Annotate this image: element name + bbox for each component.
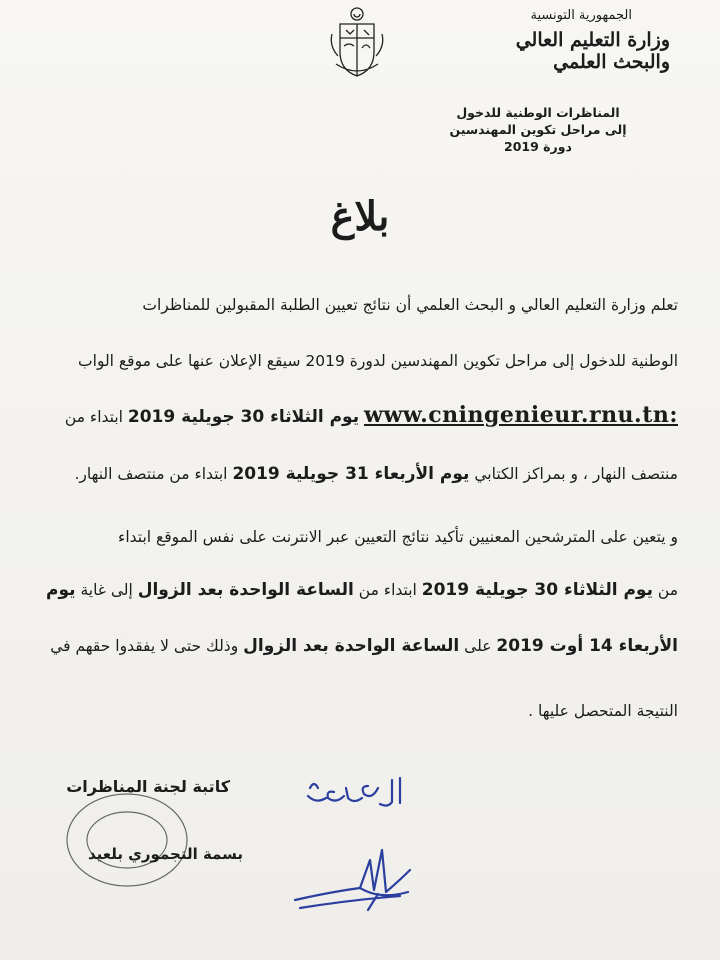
- confirmation-start-time: الساعة الواحدة بعد الزوال: [137, 580, 354, 600]
- signatory-name: بسمة التجموري بلعيد: [87, 845, 243, 863]
- competition-line2: إلى مراحل تكوين المهندسين: [449, 122, 627, 137]
- confirmation-start-date: يوم الثلاثاء 30 جويلية 2019: [421, 580, 653, 600]
- body-line-3: [65, 402, 678, 428]
- body-line-8: النتيجة المتحصل عليها .: [528, 702, 678, 720]
- body-line-4-start: منتصف النهار ، و بمراكز الكتابي: [474, 465, 678, 483]
- body-line-1: تعلم وزارة التعليم العالي و البحث العلمي أن نتائج تعيين الطلبة المقبولين للمناظرات: [142, 296, 678, 314]
- body-line-7-tail: وذلك حتى لا يفقدوا حقهم في: [50, 637, 239, 655]
- document-title: بلاغ: [330, 193, 390, 240]
- body-line-6-start: من: [657, 581, 678, 599]
- body-line-5: و يتعين على المترشحين المعنيين تأكيد نتائج التعيين عبر الانترنت على نفس الموقع ابتداء: [118, 528, 678, 546]
- competition-header: [418, 104, 658, 155]
- signatory-title: كاتبة لجنة المناظرات: [66, 777, 230, 796]
- body-line-7-mid: على: [464, 637, 492, 655]
- body-line-3-tail: ابتداء من: [64, 408, 123, 426]
- body-line-6-mid: ابتداء من: [358, 581, 417, 599]
- republic-label: الجمهورية التونسية: [530, 8, 632, 23]
- confirmation-end-time: الساعة الواحدة بعد الزوال: [243, 636, 460, 656]
- body-line-4: [74, 464, 678, 484]
- ministry-name-line2: والبحث العلمي: [553, 51, 670, 73]
- official-stamp: [62, 790, 192, 890]
- body-line-2: الوطنية للدخول إلى مراحل تكوين المهندسين لدورة 2019 سيقع الإعلان عنها على موقع الواب: [78, 352, 678, 370]
- announce-date-online: يوم الثلاثاء 30 جويلية 2019: [127, 407, 360, 427]
- body-line-6-day: يوم: [46, 580, 76, 600]
- confirmation-end-date: الأربعاء 14 أوت 2019: [496, 636, 678, 656]
- ministry-header: [440, 8, 670, 73]
- ministry-name-line1: وزارة التعليم العالي: [515, 29, 670, 51]
- tunisia-coat-of-arms-icon: [328, 4, 386, 80]
- handwritten-signature: [290, 830, 430, 930]
- session-label: دورة 2019: [504, 139, 572, 154]
- body-line-6: [46, 580, 678, 600]
- body-line-6-tail: إلى غاية: [80, 581, 133, 599]
- body-line-7: [50, 636, 678, 656]
- approval-handwriting: [300, 768, 410, 828]
- results-website-link[interactable]: www.cningenieur.rnu.tn:: [364, 402, 678, 428]
- announce-date-centers: يوم الأربعاء 31 جويلية 2019: [232, 464, 470, 484]
- body-line-4-tail: ابتداء من منتصف النهار.: [74, 465, 228, 483]
- competition-line1: المناظرات الوطنية للدخول: [456, 105, 620, 120]
